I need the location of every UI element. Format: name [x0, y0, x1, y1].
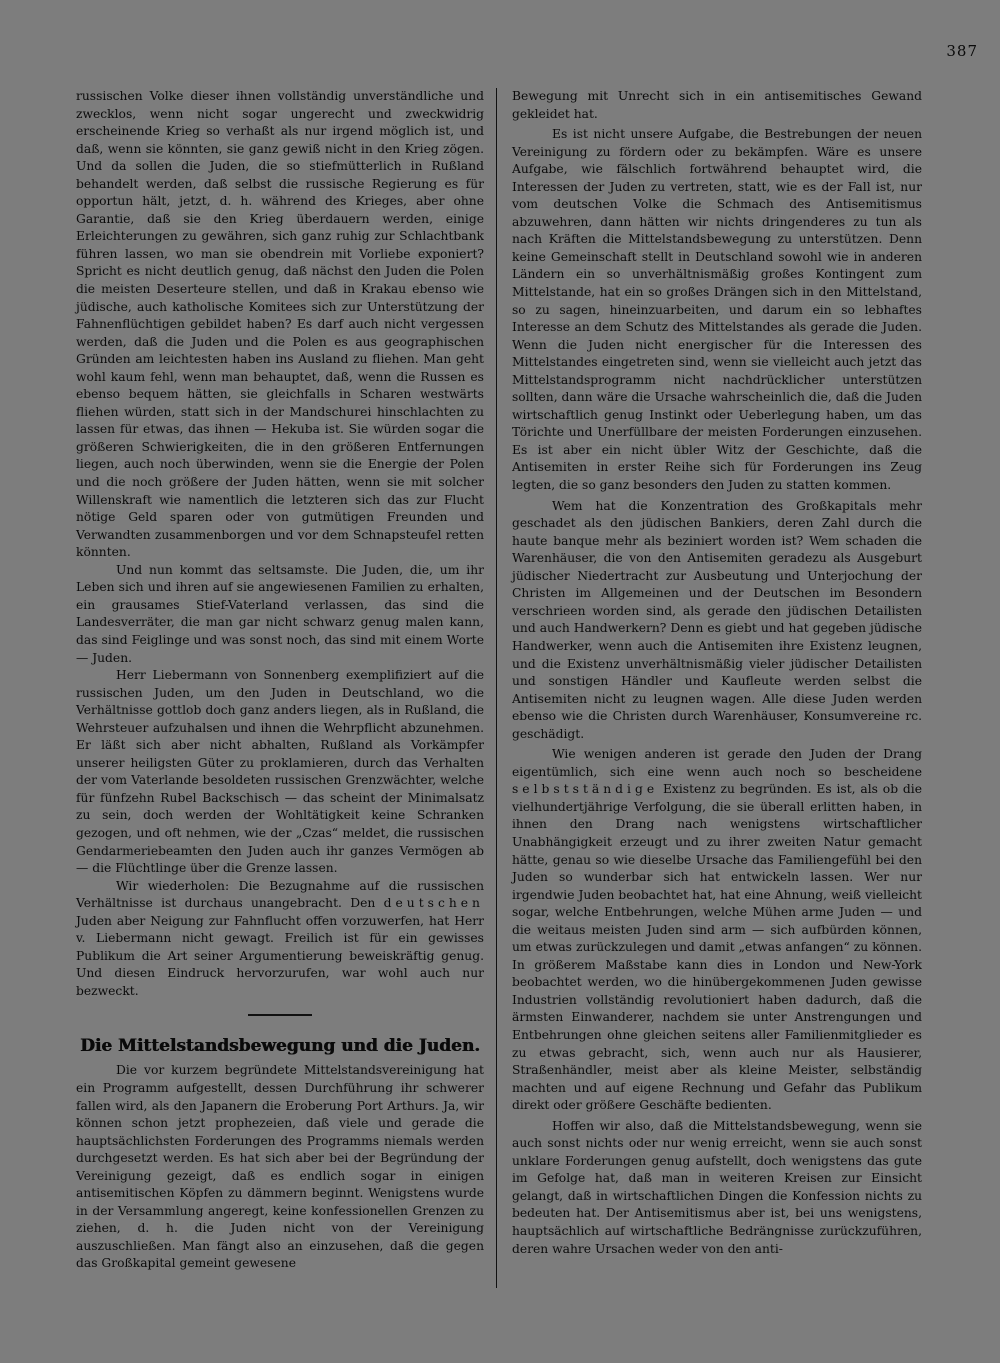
left-column: [76, 88, 484, 1273]
paragraph: Und nun kommt das seltsamste. Die Juden, die, um ihr Leben sich und ihren auf sie angewiesenen Familien zu erhalten, ein grausames Stief-Vaterland verlassen, das sind die Landesverräter, die man gar nicht schwarz genug malen kann, das sind Feiglinge und was sonst noch, das sind mit einem Worte — Juden.: [76, 562, 484, 665]
paragraph: Bewegung mit Unrecht sich in ein antisemitisches Gewand gekleidet hat.: [512, 89, 922, 121]
spaced-word: selbstständige: [512, 782, 659, 797]
column-rule: [496, 88, 497, 1288]
paragraph: Herr Liebermann von Sonnenberg exemplifiziert auf die russischen Juden, um den Juden in Deutschland, wo die Verhältnisse gottlob doch ganz anders liegen, als in Rußland, die Wehrsteuer aufzuhalsen und ihnen die Wehrpflicht abzunehmen. Er läßt sich aber nicht abhalten, Rußland als Vorkämpfer unserer heiligsten Güter zu proklamieren, durch das Verhalten der vom Vaterlande besoldeten russischen Grenzwächter, welche für fünfzehn Rubel Backschisch — das scheint der Minimalsatz zu sein, doch werden der Wohltätigkeit keine Schranken gezogen, und oft nehmen, wie der „Czas“ meldet, die russischen Gendarmeriebeamten den Juden auch ihr ganzes Vermögen ab — die Flüchtlinge über die Grenze lassen.: [76, 668, 484, 876]
paragraph-text: Wie wenigen anderen ist gerade den Juden der Drang eigentümlich, sich eine wenn auch noch so bescheidene: [512, 747, 922, 779]
paragraph: [512, 746, 922, 1114]
right-column: [512, 88, 922, 1258]
article-heading: Die Mittelstandsbewegung und die Juden.: [80, 1036, 480, 1057]
paragraph-text: Existenz zu begründen. Es ist, als ob die vielhundertjährige Verfolgung, die sie überall erlitten haben, in ihnen den Drang nach wenigstens wirtschaftlicher Unabhängigkeit erzeugt und zu ihrer zweiten Natur gemacht hätte, genau so wie dieselbe Ursache das Familiengefühl bei den Juden so wunderbar sich hat entwickeln lassen. Wer nur irgendwie Juden beobachtet hat, hat eine Ahnung, weiß vielleicht sogar, welche Entbehrungen, welche Mühen arme Juden — und die weitaus meisten Juden sind arm — sich aufbürden können, um etwas zurückzulegen und damit „etwas anfangen“ zu können. In größerem Maßstabe kann dies in London und New-York beobachtet werden, wo die hinübergekommenen Juden gewisse Industrien vollständig revolutioniert haben dadurch, daß die ärmsten Einwanderer, nachdem sie unter Anstrengungen und Entbehrungen ohne gleichen seitens aller Familienmitglieder es zu etwas gebracht, sich, wenn auch nur als Hausierer, Straßenhändler, meist aber als kleine Meister, selbständig machten und auf eigene Rechnung und Gefahr das Publikum direkt oder größere Geschäfte bedienten.: [512, 782, 922, 1113]
paragraph: Die vor kurzem begründete Mittelstandsvereinigung hat ein Programm aufgestellt, dessen Durchführung ihr schwerer fallen wird, als den Japanern die Eroberung Port Arthurs. Ja, wir können schon jetzt prophezeien, daß viele und gerade die hauptsächlichsten Forderungen des Programms niemals werden durchgesetzt werden. Es hat sich aber bei der Begründung der Vereinigung gezeigt, daß es endlich sogar in einigen antisemitischen Köpfen zu dämmern beginnt. Wenigstens wurde in der Versammlung angeregt, keine konfessionellen Grenzen zu ziehen, d. h. die Juden nicht von der Vereinigung auszuschließen. Man fängt also an einzusehen, daß die gegen das Großkapital gemeint gewesene: [76, 1063, 484, 1271]
paragraph: Wem hat die Konzentration des Großkapitals mehr geschadet als den jüdischen Bankiers, deren Zahl durch die haute banque mehr als beziniert worden ist? Wem schaden die Warenhäuser, die von den Antisemiten geradezu als Ausgeburt jüdischer Niedertracht zur Ausbeutung und Unterjochung der Christen im Allgemeinen und der Deutschen im Besondern verschrieen worden sind, als gerade den jüdischen Detailisten und auch Handwerkern? Denn es giebt und hat gegeben jüdische Handwerker, wenn auch die Antisemiten ihre Existenz leugnen, und die Existenz unverhältnismäßig vieler jüdischer Detailisten und sonstigen Händler und Kaufleute werden selbst die Antisemiten nicht zu leugnen wagen. Alle diese Juden werden ebenso wie die Christen durch Warenhäuser, Konsumvereine rc. geschädigt.: [512, 498, 922, 741]
page-number: 387: [946, 42, 978, 60]
spaced-word: deutschen: [383, 896, 484, 911]
paragraph-text: Juden aber Neigung zur Fahnflucht offen vorzuwerfen, hat Herr v. Liebermann nicht gewagt. Freilich ist für ein gewisses Publikum die Art seiner Argumentierung beweiskräftig genug. Und diesen Eindruck hervorzurufen, war wohl auch nur bezweckt.: [76, 913, 484, 998]
paragraph: [76, 878, 484, 1001]
paragraph: Es ist nicht unsere Aufgabe, die Bestrebungen der neuen Vereinigung zu fördern oder zu bekämpfen. Wäre es unsere Aufgabe, wie fälschlich fortwährend behauptet wird, die Interessen der Juden zu vertreten, statt, wie es der Fall ist, nur vom deutschen Volke die Schmach des Antisemitismus abzuwehren, dann hätten wir nichts dringenderes zu tun als nach Kräften die Mittelstandsbewegung zu unterstützen. Denn keine Gemeinschaft stellt in Deutschland sowohl wie in anderen Ländern ein so unverhältnismäßig großes Kontingent zum Mittelstande, hat ein so großes Drängen sich in den Mittelstand, so zu sagen, hineinzuarbeiten, und darum ein so lebhaftes Interesse an dem Schutz des Mittelstandes als gerade die Juden. Wenn die Juden nicht energischer für die Interessen des Mittelstandes eingetreten sind, wenn sie vielleicht auch jetzt das Mittelstandsprogramm nicht nachdrücklicher unterstützen sollten, dann wäre die Ursache wahrscheinlich die, daß die Juden wirtschaftlich genug Instinkt oder Ueberlegung haben, um das Törichte und Unerfüllbare der meisten Forderungen einzusehen. Es ist aber ein nicht übler Witz der Geschichte, daß die Antisemiten in erster Reihe sich für Forderungen ins Zeug legten, die so ganz besonders den Juden zu statten kommen.: [512, 127, 922, 493]
paragraph: Hoffen wir also, daß die Mittelstandsbewegung, wenn sie auch sonst nichts oder nur wenig erreicht, wenn sie auch sonst unklare Forderungen genug aufstellt, doch wenigstens das gute im Gefolge hat, daß man in weiteren Kreisen zur Einsicht gelangt, daß in wirtschaftlichen Dingen die Konfession nichts zu bedeuten hat. Der Antisemitismus aber ist, bei uns wenigstens, hauptsächlich auf wirtschaftliche Bedrängnisse zurückzuführen, deren wahre Ursachen weder von den anti-: [512, 1118, 922, 1256]
paragraph: russischen Volke dieser ihnen vollständig unverständliche und zwecklos, wenn nicht sogar ungerecht und zweckwidrig erscheinende Krieg so verhaßt als nur irgend möglich ist, und daß, wenn sie könnten, sie ganz gewiß nicht in den Krieg zögen. Und da sollen die Juden, die so stiefmütterlich in Rußland behandelt werden, daß selbst die russische Regierung es für opportun hält, jetzt, d. h. während des Krieges, aber ohne Garantie, daß sie den Krieg überdauern werden, einige Erleichterungen zu gewähren, sich ganz ruhig zur Schlachtbank führen lassen, wo man sie obendrein mit Vorliebe exponiert? Spricht es nicht deutlich genug, daß nächst den Juden die Polen die meisten Deserteure stellen, und daß in Krakau ebenso wie jüdische, auch katholische Komitees sich zur Unterstützung der Fahnenflüchtigen gebildet haben? Es darf auch nicht vergessen werden, daß die Juden und die Polen es aus geographischen Gründen am leichtesten haben ins Ausland zu fliehen. Man geht wohl kaum fehl, wenn man behauptet, daß, wenn die Russen es ebenso bequem hätten, sie gleichfalls in Scharen westwärts fliehen würden, statt sich in der Mandschurei hinschlachten zu lassen für etwas, das ihnen — Hekuba ist. Sie würden sogar die größeren Schwierigkeiten, die in den größeren Entfernungen liegen, auch noch überwinden, wenn sie die Energie der Polen und die noch größere der Juden hätten, wenn sie mit solcher Willenskraft wie namentlich die letzteren sich das zur Flucht nötige Geld sparen oder von gutmütigen Freunden und Verwandten zusammenborgen und vor dem Schnapsteufel retten könnten.: [76, 89, 484, 560]
paragraph-text: Wir wiederholen: Die Bezugnahme auf die russischen Verhältnisse ist durchaus unangebracht. Den: [76, 878, 484, 911]
section-separator: [248, 1014, 312, 1016]
